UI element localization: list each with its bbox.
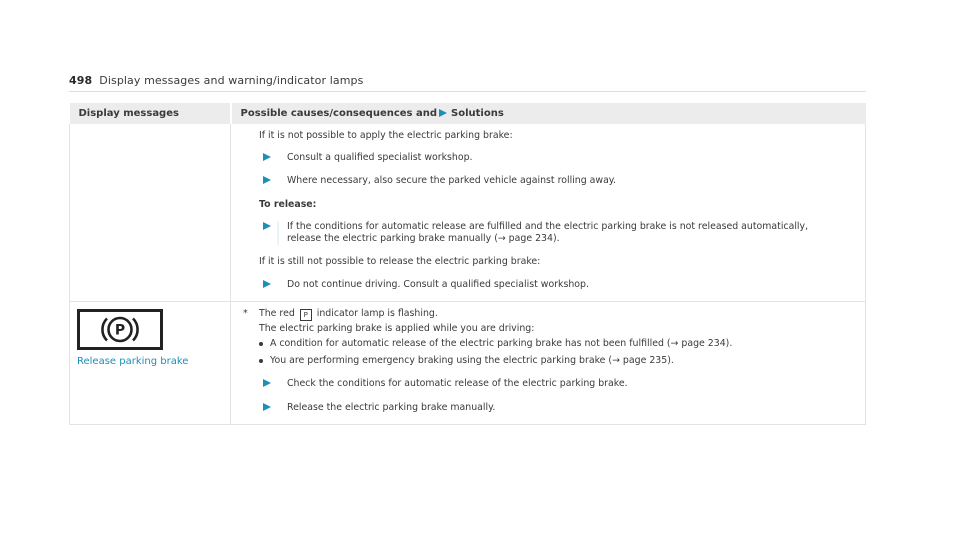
step-arrow-icon bbox=[263, 403, 271, 411]
bullet-dot bbox=[259, 342, 263, 346]
solution-step: Release the electric parking brake manually. bbox=[259, 402, 855, 414]
step-arrow-icon bbox=[263, 153, 271, 161]
solution-arrow-icon bbox=[439, 109, 447, 117]
step-arrow-icon bbox=[263, 176, 271, 184]
page-number: 498 bbox=[69, 74, 93, 87]
step-bar bbox=[277, 221, 279, 245]
display-messages-table bbox=[69, 103, 866, 425]
parking-brake-inline-icon: P bbox=[300, 309, 312, 321]
list-item: You are performing emergency braking using the electric parking brake (→ page 235). bbox=[259, 355, 855, 367]
page-title: Display messages and warning/indicator lamps bbox=[99, 74, 364, 87]
parking-brake-icon bbox=[77, 309, 163, 350]
list-item: A condition for automatic release of the electric parking brake has not been fulfilled (→ page 234). bbox=[259, 338, 855, 350]
description-text: The electric parking brake is applied while you are driving: bbox=[259, 322, 535, 334]
table-row bbox=[70, 124, 866, 301]
step-arrow-icon bbox=[263, 379, 271, 387]
display-cell bbox=[70, 301, 231, 424]
step-arrow-icon bbox=[263, 222, 271, 230]
intro-text: If it is not possible to apply the electric parking brake: bbox=[259, 130, 513, 141]
solution-step: Do not continue driving. Consult a qualified specialist workshop. bbox=[259, 279, 855, 291]
header-divider bbox=[69, 91, 866, 92]
svg-text:P: P bbox=[114, 322, 126, 339]
solution-step: Where necessary, also secure the parked vehicle against rolling away. bbox=[259, 175, 855, 187]
note-text: * The red P indicator lamp is flashing. bbox=[243, 307, 438, 319]
display-cell-empty bbox=[70, 124, 231, 301]
bullet-dot bbox=[259, 359, 263, 363]
table-header-row bbox=[70, 103, 866, 124]
solution-step: Consult a qualified specialist workshop. bbox=[259, 152, 855, 164]
display-message-label: Release parking brake bbox=[77, 355, 189, 367]
solutions-cell bbox=[231, 124, 866, 301]
intro-text-2: If it is still not possible to release the electric parking brake: bbox=[259, 256, 541, 268]
subheading-release: To release: bbox=[259, 198, 317, 210]
note-marker: * bbox=[243, 307, 248, 319]
solution-step: Check the conditions for automatic release of the electric parking brake. bbox=[259, 378, 855, 390]
page-header bbox=[69, 74, 363, 87]
column-header-display-messages: Display messages bbox=[70, 103, 231, 124]
solution-step: If the conditions for automatic release are fulfilled and the electric parking brake is not released automatically, release the electric parking brake manually (→ page 234). bbox=[259, 221, 855, 245]
table-row bbox=[70, 301, 866, 424]
column-header-causes-solutions: Possible causes/consequences and Solutions bbox=[231, 103, 866, 124]
solutions-cell bbox=[231, 301, 866, 424]
step-arrow-icon bbox=[263, 280, 271, 288]
